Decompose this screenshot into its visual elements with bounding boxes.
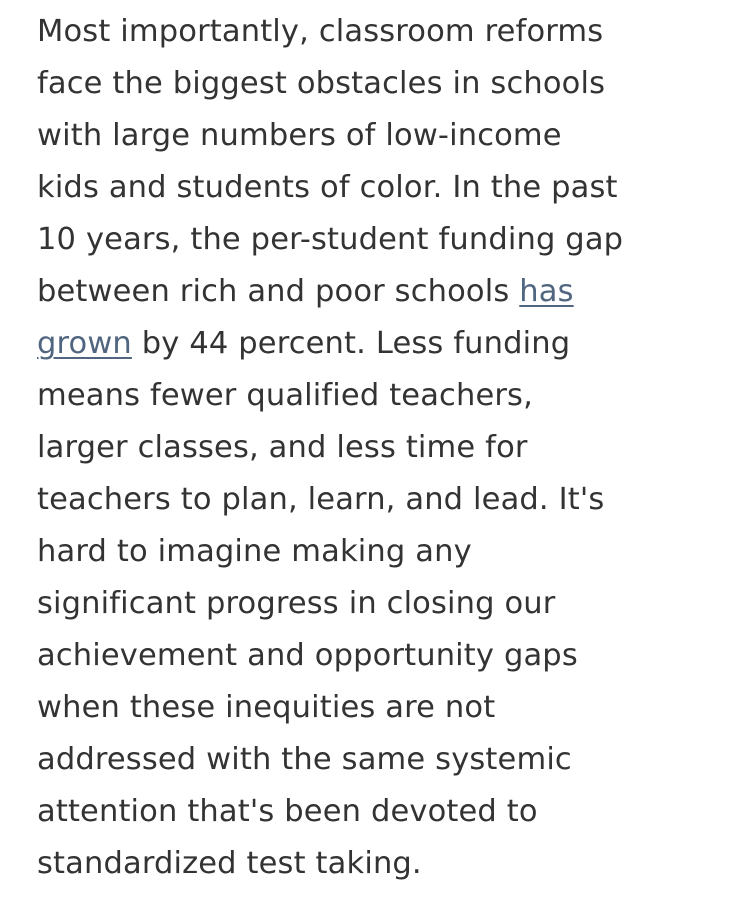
has-grown-link[interactable]: has [519,274,574,309]
text-line: kids and students of color. In the past [37,170,618,205]
text-line: addressed with the same systemic [37,742,572,777]
text-line: 10 years, the per-student funding gap [37,222,624,257]
has-grown-link-continued[interactable]: grown [37,326,132,361]
text-segment: by 44 percent. Less funding [131,326,571,361]
text-line: face the biggest obstacles in schools [37,66,606,101]
text-line: Most importantly, classroom reforms [37,14,604,49]
text-line: means fewer qualified teachers, [37,378,533,413]
text-segment: between rich and poor schools [37,274,520,309]
text-line: significant progress in closing our [37,586,556,621]
text-line: hard to imagine making any [37,534,472,569]
text-line [37,266,697,318]
text-line [37,318,697,370]
text-line: teachers to plan, learn, and lead. It's [37,482,605,517]
text-line: with large numbers of low-income [37,118,562,153]
text-line: larger classes, and less time for [37,430,528,465]
text-line: attention that's been devoted to [37,794,538,829]
article-paragraph [37,6,697,890]
text-line: achievement and opportunity gaps [37,638,578,673]
text-line: standardized test taking. [37,846,422,881]
text-line: when these inequities are not [37,690,496,725]
